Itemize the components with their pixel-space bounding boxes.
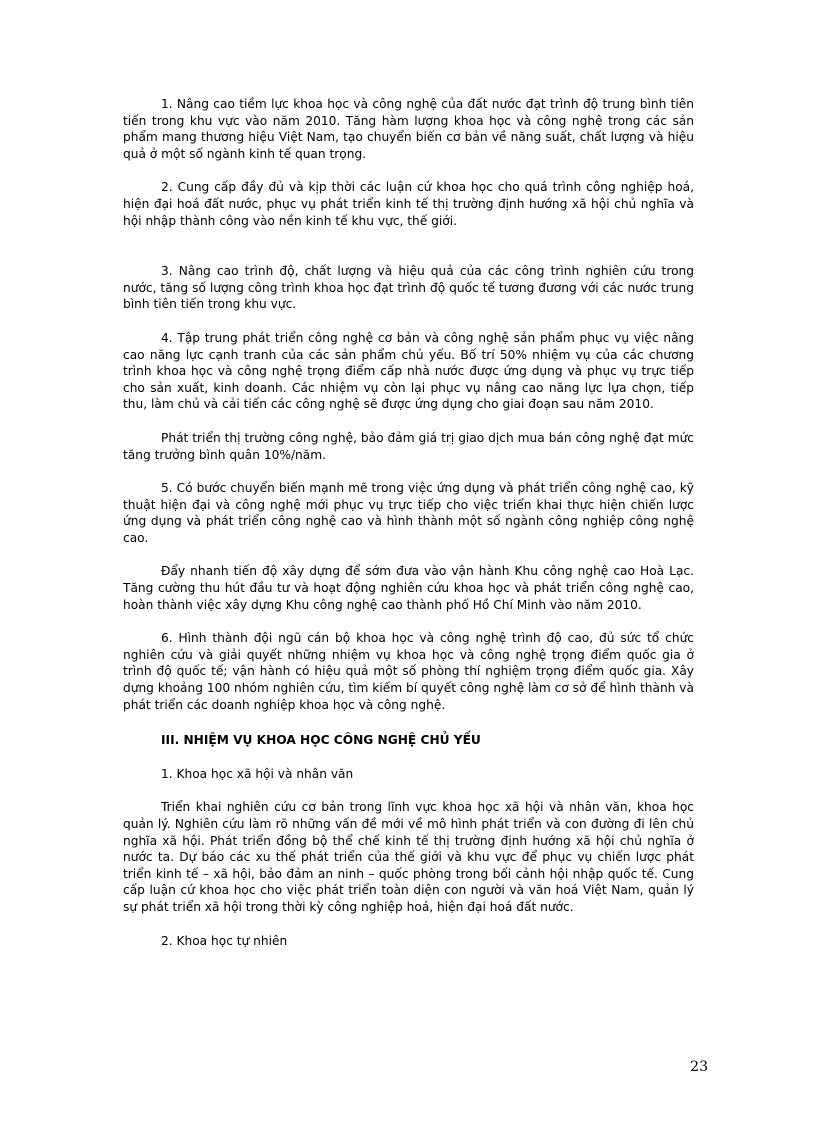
paragraph-goal-4: 4. Tập trung phát triển công nghệ cơ bản và công nghệ sản phẩm phục vụ việc nâng cao năng lực cạnh tranh của các sản phẩm chủ yếu. Bố trí 50% nhiệm vụ của các chương trình khoa học và công nghệ trọng điểm cấp nhà nước được ứng dụng và phục vụ trực tiếp cho sản xuất, kinh doanh. Các nhiệm vụ còn lại phục vụ nâng cao năng lực lựa chọn, tiếp thu, làm chủ và cải tiến các công nghệ sẽ được ứng dụng cho giai đoạn sau năm 2010. [123, 330, 694, 412]
page-number: 23 [690, 1059, 708, 1075]
paragraph-goal-3: 3. Nâng cao trình độ, chất lượng và hiệu quả của các công trình nghiên cứu trong nước, tăng số lượng công trình khoa học đạt trình độ quốc tế tương đương với các nước trung bình tiên tiến trong khu vực. [123, 264, 694, 312]
subsection-heading-natural-sciences: 2. Khoa học tự nhiên [161, 933, 288, 948]
document-body [123, 96, 694, 949]
paragraph-goal-1: 1. Nâng cao tiềm lực khoa học và công nghệ của đất nước đạt trình độ trung bình tiên tiến trong khu vực vào năm 2010. Tăng hàm lượng khoa học và công nghệ trong các sản phẩm mang thương hiệu Việt Nam, tạo chuyển biến cơ bản về năng suất, chất lượng và hiệu quả ở một số ngành kinh tế quan trọng. [123, 97, 694, 161]
subsection-heading-social-sciences: 1. Khoa học xã hội và nhân văn [161, 766, 354, 781]
paragraph-social-sciences: Triển khai nghiên cứu cơ bản trong lĩnh vực khoa học xã hội và nhân văn, khoa học quản lý. Nghiên cứu làm rõ những vấn đề mới về mô hình phát triển và con đường đi lên chủ nghĩa xã hội. Phát triển đồng bộ thể chế kinh tế thị trường định hướng xã hội chủ nghĩa ở nước ta. Dự báo các xu thế phát triển của thế giới và khu vực để phục vụ chiến lược phát triển kinh tế – xã hội, bảo đảm an ninh – quốc phòng trong bối cảnh hội nhập quốc tế. Cung cấp luận cứ khoa học cho việc phát triển toàn diện con người và văn hoá Việt Nam, quản lý sự phát triển xã hội trong thời kỳ công nghiệp hoá, hiện đại hoá đất nước. [123, 800, 694, 914]
section-heading: III. NHIỆM VỤ KHOA HỌC CÔNG NGHỆ CHỦ YẾU [161, 733, 481, 748]
paragraph-technology-market: Phát triển thị trường công nghệ, bảo đảm giá trị giao dịch mua bán công nghệ đạt mức tăng trưởng bình quân 10%/năm. [123, 430, 694, 462]
paragraph-goal-5: 5. Có bước chuyển biến mạnh mẽ trong việc ứng dụng và phát triển công nghệ cao, kỹ thuật hiện đại và công nghệ mới phục vụ trực tiếp cho việc triển khai thực hiện chiến lược ứng dụng và phát triển công nghệ cao và hình thành một số ngành công nghiệp công nghệ cao. [123, 481, 694, 545]
paragraph-goal-2: 2. Cung cấp đầy đủ và kịp thời các luận cứ khoa học cho quá trình công nghiệp hoá, hiện đại hoá đất nước, phục vụ phát triển kinh tế thị trường định hướng xã hội chủ nghĩa và hội nhập thành công vào nền kinh tế khu vực, thế giới. [123, 180, 694, 228]
paragraph-goal-6: 6. Hình thành đội ngũ cán bộ khoa học và công nghệ trình độ cao, đủ sức tổ chức nghiên cứu và giải quyết những nhiệm vụ khoa học và công nghệ trọng điểm quốc gia ở trình độ quốc tế; vận hành có hiệu quả một số phòng thí nghiệm trọng điểm quốc gia. Xây dựng khoảng 100 nhóm nghiên cứu, tìm kiếm bí quyết công nghệ làm cơ sở để hình thành và phát triển các doanh nghiệp khoa học và công nghệ. [123, 631, 694, 712]
paragraph-hoa-lac: Đẩy nhanh tiến độ xây dựng để sớm đưa vào vận hành Khu công nghệ cao Hoà Lạc. Tăng cường thu hút đầu tư và hoạt động nghiên cứu khoa học và phát triển công nghệ cao, hoàn thành việc xây dựng Khu công nghệ cao thành phố Hồ Chí Minh vào năm 2010. [123, 564, 694, 612]
